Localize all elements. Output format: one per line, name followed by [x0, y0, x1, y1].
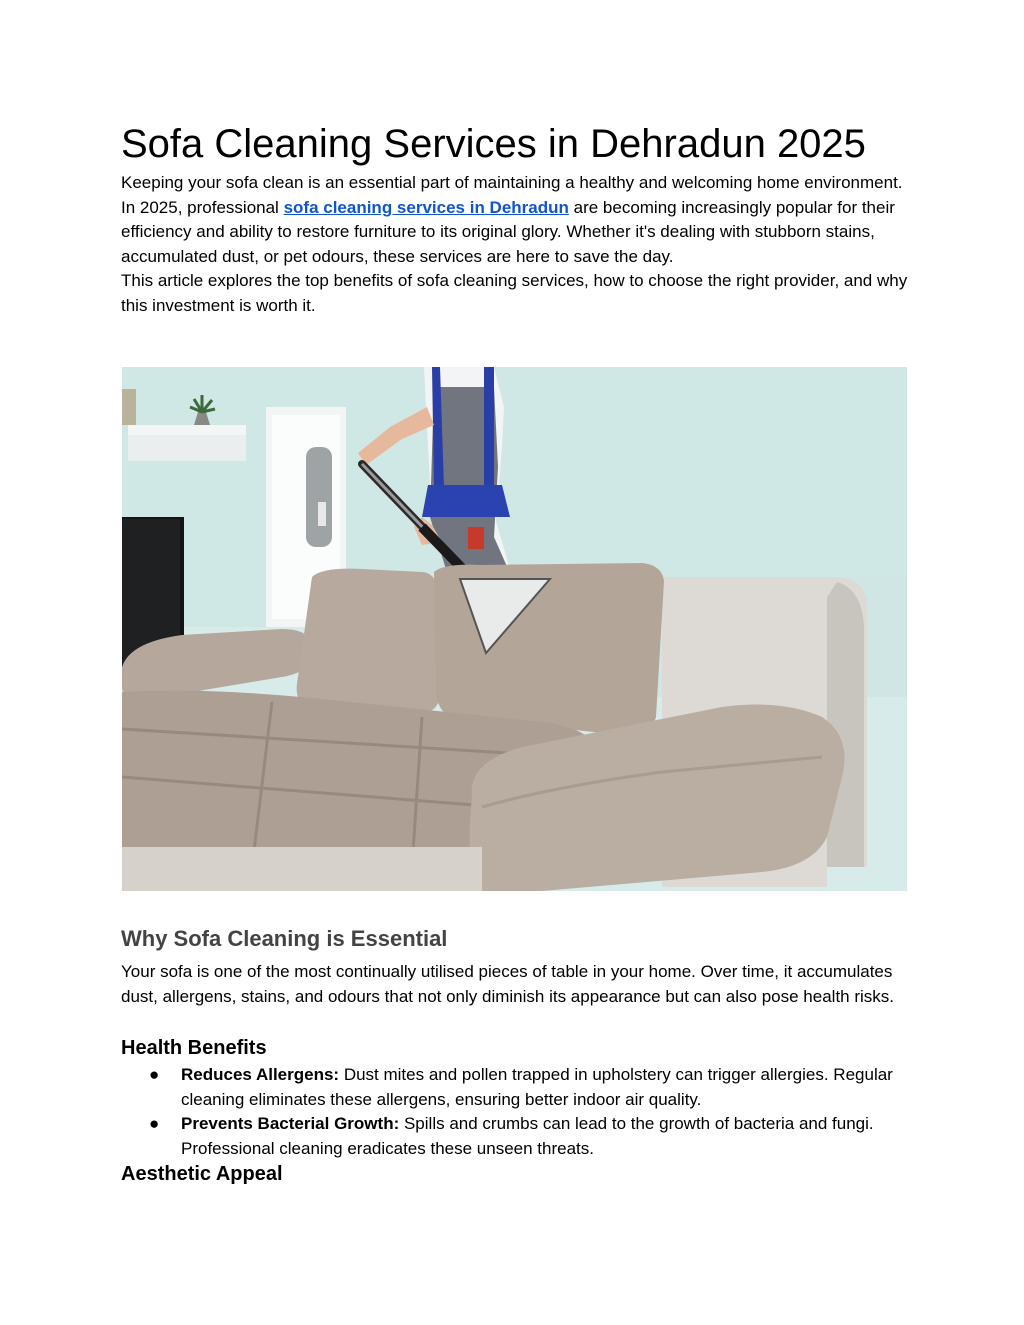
bullet-icon: ● — [149, 1114, 160, 1133]
intro-paragraph — [121, 171, 911, 269]
list-item-bold: Prevents Bacterial Growth: — [181, 1114, 400, 1133]
list-item-bold: Reduces Allergens: — [181, 1065, 340, 1084]
list-item-text: Spills and crumbs can lead to the growth of bacteria and fungi. Professional cleaning eradicates these unseen threats. — [181, 1114, 874, 1158]
list-item — [121, 1112, 911, 1161]
sofa-cleaning-services-link[interactable]: sofa cleaning services in Dehradun — [283, 197, 569, 217]
intro-text-before-link: Keeping your sofa clean is an essential part of maintaining a healthy and welcoming home environment. In 2025, professional — [121, 173, 903, 217]
section-heading: Why Sofa Cleaning is Essential — [121, 926, 448, 951]
section-paragraph: Your sofa is one of the most continually utilised pieces of table in your home. Over time, it accumulates dust, allergens, stains, and odours that not only diminish its appearance but can also pose health risks. — [121, 962, 895, 1006]
sofa-cleaning-photo — [122, 367, 907, 891]
intro-block — [121, 171, 911, 318]
bullet-icon: ● — [149, 1065, 160, 1084]
list-item — [121, 1063, 911, 1112]
intro-paragraph-2: This article explores the top benefits of sofa cleaning services, how to choose the right provider, and why this investment is worth it. — [121, 271, 908, 315]
intro-text-after-link: are becoming increasingly popular for their efficiency and ability to restore furniture to its original glory. Whether it's dealing with stubborn stains, accumulated dust, or pet odours, these services are here to save the day. — [121, 197, 895, 266]
aesthetic-appeal-heading: Aesthetic Appeal — [121, 1163, 283, 1185]
health-benefits-list — [121, 1063, 911, 1161]
article-title: Sofa Cleaning Services in Dehradun 2025 — [121, 122, 866, 166]
health-benefits-heading: Health Benefits — [121, 1037, 267, 1059]
list-item-text: Dust mites and pollen trapped in upholstery can trigger allergies. Regular cleaning eliminates these allergens, ensuring better indoor air quality. — [181, 1065, 893, 1109]
